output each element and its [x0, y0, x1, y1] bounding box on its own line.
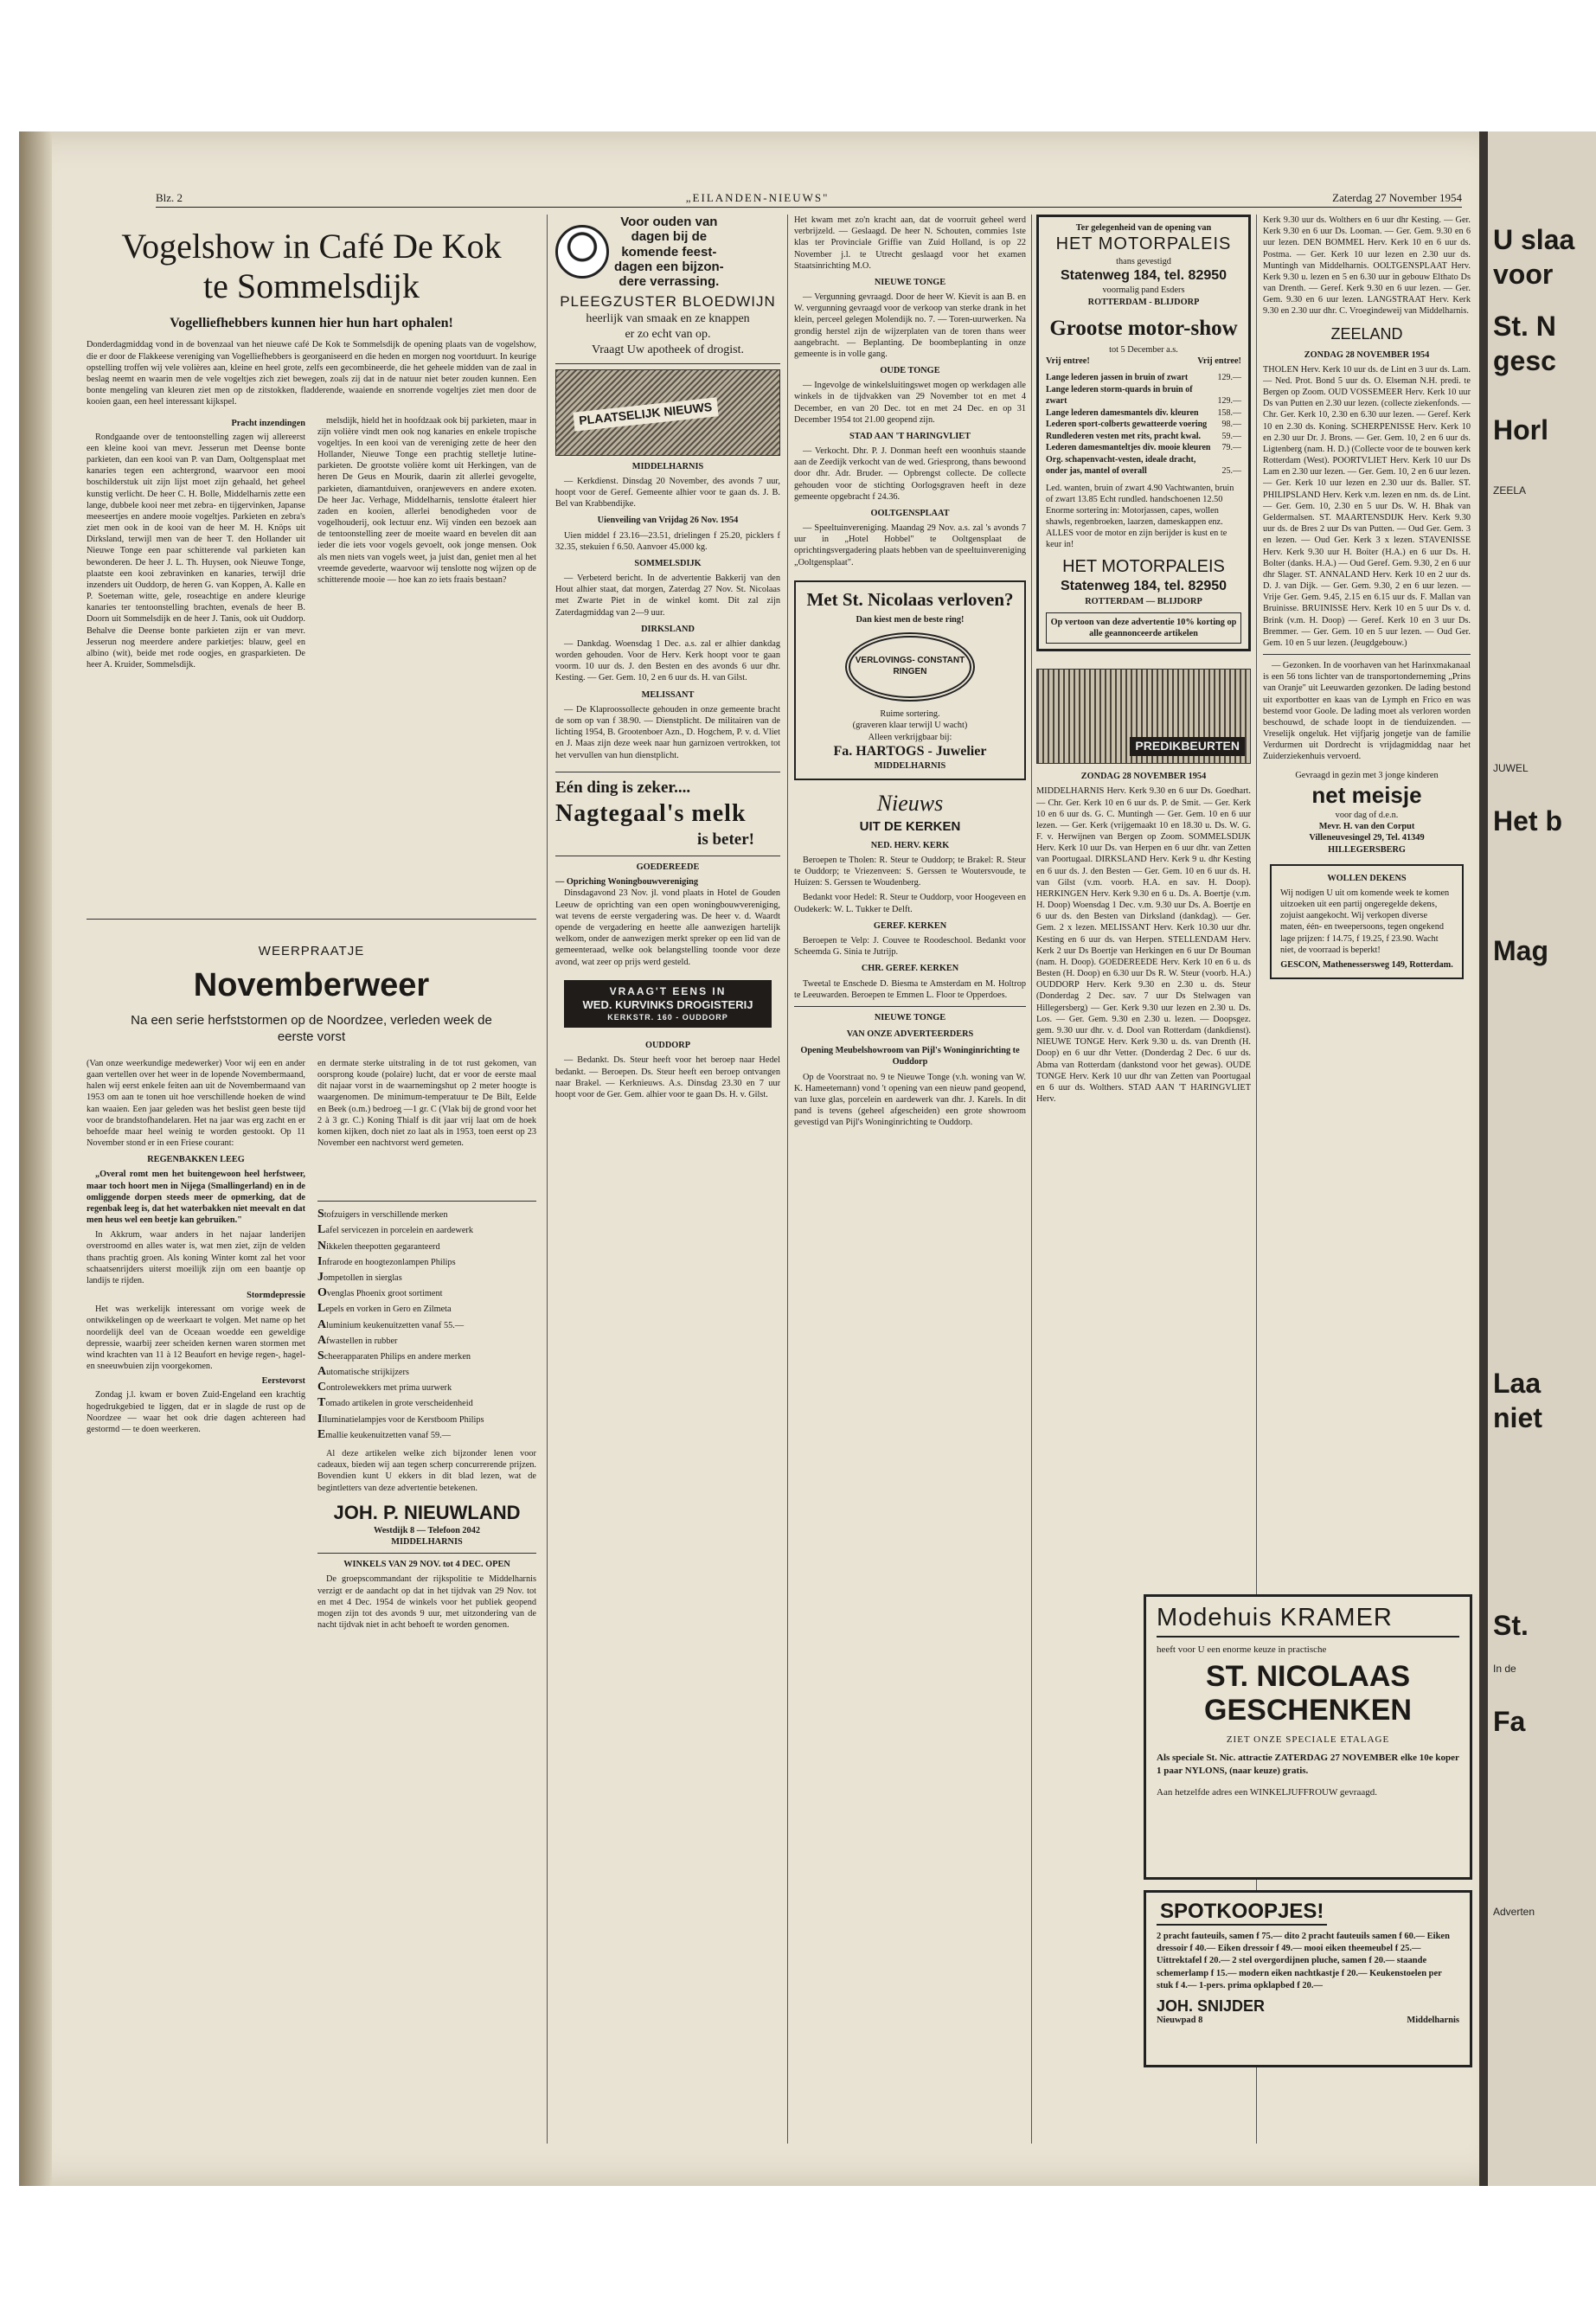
price-item	[1046, 407, 1241, 420]
ad-headline: WOLLEN DEKENS	[1327, 873, 1407, 883]
article-text: THOLEN Herv. Kerk 10 uur ds. de Lint en 3 uur ds. Lam. — Ned. Prot. Bond 5 uur ds. O. Elseman N.H. predi. te Bergen op Zoom. OUD VOSSEMEER Herv. Kerk 10 uur Ds van Putten en 2.30 uur lezen. (collecte ziekenfonds. — Chr. Ger. Kerk 10, 2.30 en 6.30 uur lezen. — Geref. Kerk 10 en 2.30 ds. Koning. SCHERPENISSE Herv. Kerk 10 en 2.30 uur Dr. J. Brons. — Ger. Gem. 10, 2 en 6 uur ds. Ligtenberg (nam. H. D.) (Collecte voor de te bouwen kerk Rotterdam (West). POORTVLIET Herv. Kerk 10 uur Ds Lam en 2.30 uur lezen. — Ger. Gem. 10, 2 en 6 uur lezen. — Ger. Kerk 10 uur lezen en 2.30 uur ds. Baller. ST. PHILIPSLAND Herv. Kerk v.m. lezen en nm. ds. de Lint. — Ger. Gem. 10, 2.30 en 5 uur Ds. W. H. Bhak van Geldermalsen. ST. MAARTENSDIJK Herv. Kerk 9.30 uur ds. de Bres 2 uur Ds van Putten. — Oud Ger. Gem. 3 en lezen. — Oud Ger. Kerk 3 x lezen. STAVENISSE Herv. Kerk 9.30 uur H. Boiter (H.A.) en 6 uur Ds. H. Bolter (danks. H.A.) — Oud Geref. Gem. 9.30, 2 en 6 uur dhr Slager. ST. ANNALAND Herv. Kerk 10 en 2 uur ds. D. J. van Dijk. — Ger. Gem. 9.30, 2 en 6 uur lezen. — Vrije Ger. Gem. 9.45, 2.15 en 6.15 uur ds. F. Mallan van Bruinisse. BRUINISSE Herv. Kerk 10 en 5 uur Ds v. d. Brink (v.m. H. Doop) — Geref. Kerk 10 en 3 uur Ds. Bremmer. — Ger. Gem. 10 en 5 uur lezen. — Oud Ger. Gem. 10 en 5 uur lezen. (Jeugdgebouw.)	[1263, 364, 1471, 648]
place-heading: STAD AAN 'T HARINGVLIET	[849, 431, 971, 441]
ad-line: Vraagt Uw apotheek of drogist.	[591, 343, 745, 356]
article-text: MIDDELHARNIS Herv. Kerk 9.30 en 6 uur Ds. Goedhart. — Chr. Ger. Kerk 10 en 6 uur ds. P. de Smit. — Ger. Kerk 10 en 6 uur ds. G. C. Muntingh — Ger. Gem. 10 en 6 uur lezen. — Ger. Kerk (vrijgemaakt 10 en 18.30 u. Ds. W. G. F. v. Herwijnen van Bergen op Zoom. SOMMELSDIJK Herv. Kerk 10 uur Ds. van Herpen en 6 uur dhr. van Zetten van Poortugaal. DIRKSLAND Herv. Kerk 9 u. dhr Kesting en 6 uur ds. J. den Besten — Ger. Gem. 10 en 6 uur ds. H. van Gilst (v.m. voorb. H.A. en sav. H. Doop). HERKINGEN Herv. Kerk 9.30 en 6 u. Ds. A. Boertje (v.m. H. Doop) Woensdag 1 Dec. v.m. 9.30 uur Ds. A. Boertje en 6 uur ds. den Besten van Dirksland (dankdag). — Ger. Gem. 2 x lezen. MELISSANT Herv. Kerk 10.30 uur dhr. Kesting en 6 uur ds. van Herpen. STELLENDAM Herv. Kerk 2 uur Ds Boertje van Herkingen en 6 uur Dr Bouman (nam. H. Doop). GOEDEREEDE Herv. Kerk 10 en 6 u. ds Besten (H. Doop) en 6.30 uur Ds R. W. Steur (voorb. H.A.) OUDDORP Herv. Kerk 9.30 en 2.30 u. ds. Steur (Donderdag 2 Dec. sav. 7 uur Ds Stelwagen van Hillegersberg) — Ger. Kerk 9.30 uur lezen en 2.30 u. Ds. Los. — Ger. Gem. 9.30 en 2.30 u. lezen. — Doopsgez. gem. 9.30 uur dhr. v. d. Dool van Rotterdam (dankdienst). NIEUWE TONGE Herv. Kerk 9.30 u. ds. van Drenth (H. Doop) en 6 uur dhr Vetter. (Donderdag 2 Dec. 6 uur ds. Abma van Rotterdam (dankstond voor het gewas). OUDE TONGE Herv. Kerk 10 uur dhr van Zetten van Poortugaal en 6 uur ds. Wolthers. STAD AAN 'T HARINGVLIET Herv.	[1036, 786, 1251, 1105]
acrostic-letter: A	[317, 1317, 327, 1331]
ad-name: HET MOTORPALEIS	[1055, 234, 1232, 254]
section-heading: Uienveiling van Vrijdag 26 Nov. 1954	[597, 516, 739, 526]
price-item-value: 59.—	[1221, 431, 1241, 441]
section-heading: GEREF. KERKEN	[873, 920, 947, 931]
acrostic-letter: T	[317, 1396, 326, 1410]
price-item	[1046, 419, 1241, 431]
ad-address: Westdijk 8 — Telefoon 2042	[373, 1525, 480, 1535]
acrostic-letter: S	[317, 1208, 324, 1221]
acrostic-text: tofzuigers in verschillende merken	[324, 1210, 448, 1221]
price-item-label: Rundlederen vesten met rits, pracht kwal.	[1046, 431, 1201, 441]
adjacent-page-strip	[1479, 131, 1596, 2186]
ad-line: tot 5 December a.s.	[1109, 344, 1178, 355]
article-text: De groepscommandant der rijkspolitie te Middelharnis verzigt er de aandacht op dat in het tijdvak van 29 Nov. tot en met 4 Dec. 1954 de winkels voor het publiek geopend mogen zijn tot des avonds 9 uur, met uitzondering van de nacht tijdvak niet in acht behoeft te worden genomen.	[317, 1574, 536, 1631]
acrostic-text: mallie keukenuitzetten vanaf 59.—	[325, 1430, 452, 1440]
acrostic-letter: C	[317, 1381, 327, 1394]
ad-kurvinks	[564, 980, 772, 1029]
section-heading: Eerstevorst	[261, 1376, 305, 1387]
price-item-value: 98.—	[1221, 420, 1241, 430]
article-lead: Donderdagmiddag vond in de bovenzaal van het nieuwe café De Kok te Sommelsdijk de opening plaats van de vogelshow, die er door de Flakkeese vereniging van Vogelliefhebbers is georganiseerd en die heden en morgen nog voortduurt. In keurige opstelling troffen wij vele volières aan, kleine en heel grote, zelfs een gecombineerde, die het geheele midden van de zaal in beslag neemt en waarin men de vele vogeltjes zich ziet bewegen, zoals zij dat in de natuur niet beter zouden kunnen. Een bonte mengeling van kleuren ziet men op de zitstokken, fladderende, waaiende en snorrende vogeltjes ziet men door de kooien gaan, een heel interessant kijkspel.	[87, 340, 536, 407]
ad-address: Statenweg 184, tel. 82950	[1060, 267, 1227, 283]
ring-label: VERLOVINGS- CONSTANT RINGEN	[855, 656, 965, 677]
section-heading: Stormdepressie	[247, 1291, 305, 1301]
article-subheadline: Vogelliefhebbers kunnen hier hun hart ophalen!	[170, 316, 453, 330]
acrostic-text: luminium keukenuitzetten vanaf 55.—	[326, 1320, 465, 1330]
ad-headline: net meisje	[1311, 781, 1422, 808]
price-item-label: Org. schapenvacht-vesten, ideale dracht, onder jas, mantel of overall	[1046, 454, 1196, 477]
acrostic-letter: J	[317, 1270, 324, 1284]
acrostic-letter: A	[317, 1365, 327, 1379]
article-text: — Speeltuinvereniging. Maandag 29 Nov. a.s. zal 's avonds 7 uur in „Hotel Hobbel" te Ooltgensplaat de oprichtingsvergadering plaats hebben van de speeltuinvereniging „Ooltgensplaat".	[794, 523, 1026, 567]
ad-line: VRAAG'T EENS IN	[609, 984, 727, 997]
ad-footnote: Op vertoon van deze advertentie 10% korting op alle geannonceerde artikelen	[1046, 612, 1241, 644]
article-text: — Bedankt. Ds. Steur heeft voor het beroep naar Hedel bedankt. — Beroepen. Ds. Steur heeft een beroep ontvangen naar Brakel. — Kerknieuws. A.s. Dinsdag 23.30 en 7 uur hoopt voor de Ger. Gem. alhier voor te gaan Ds. H. v. Gilst.	[555, 1055, 780, 1099]
ad-brand: PLEEGZUSTER BLOEDWIJN	[560, 293, 776, 311]
acrostic-letter: I	[317, 1412, 323, 1426]
section-heading: CHR. GEREF. KERKEN	[861, 964, 959, 974]
acrostic-line	[317, 1380, 536, 1395]
ad-line: dagen een bijzon-	[614, 259, 724, 274]
acrostic-text: ompetollen in sierglas	[324, 1272, 402, 1283]
column-rule	[547, 215, 548, 2144]
ad-line: Mevr. H. van den Corput	[1318, 822, 1415, 832]
acrostic-text: epels en vorken in Gero en Zilmeta	[325, 1304, 452, 1315]
article-subheadline: Na een serie herfststormen op de Noordzee, verleden week de eerste vorst	[131, 1012, 492, 1045]
ad-nicolaas-ring	[794, 580, 1026, 781]
section-heading: ZONDAG 28 NOVEMBER 1954	[1080, 772, 1207, 782]
ad-modehuis-kramer	[1144, 1594, 1472, 1880]
column-6	[1263, 215, 1471, 1568]
section-heading: Pracht inzendingen	[231, 418, 305, 428]
divider	[87, 919, 536, 920]
column-4	[794, 215, 1026, 2144]
ad-line: Vrij entree!	[1197, 356, 1241, 366]
acrostic-line	[317, 1427, 536, 1443]
acrostic-letter: L	[317, 1302, 326, 1316]
price-item	[1046, 431, 1241, 443]
ad-text: Aan hetzelfde adres een WINKELJUFFROUW gevraagd.	[1157, 1786, 1377, 1798]
acrostic-text: utomatische strijkijzers	[326, 1368, 409, 1378]
price-item-value: 158.—	[1217, 407, 1241, 418]
ad-text: Als speciale St. Nic. attractie ZATERDAG 27 NOVEMBER elke 10e koper 1 paar NYLONS, (naar keuze) gratis.	[1157, 1753, 1459, 1777]
rp-text: Laa	[1493, 1368, 1542, 1399]
ad-headline: Grootse motor-show	[1049, 316, 1238, 340]
ad-line: Ruime sortering.	[880, 709, 940, 720]
ad-line: thans gevestigd	[1116, 256, 1171, 266]
section-heading: — Opriching Woningbouwvereniging	[555, 877, 698, 888]
price-item	[1046, 454, 1241, 478]
price-item-label: Lange lederen damesmantels div. kleuren	[1046, 407, 1199, 418]
ad-line: Alleen verkrijgbaar bij:	[868, 732, 952, 742]
article-text: — Verbeterd bericht. In de advertentie Bakkerij van den Hout alhier staat, dat morgen, Zaterdag 27 Nov. St. Nicolaas met Zwarte Piet in de winkel komt. Dit zal zijn Zaterdagmiddag van 2—9 uur.	[555, 574, 780, 618]
plaatselijk-nieuws-banner	[555, 369, 780, 456]
article-kicker: WEERPRAATJE	[258, 944, 365, 958]
rp-text: Mag	[1493, 935, 1548, 966]
ad-address: Statenweg 184, tel. 82950	[1060, 579, 1227, 594]
banner-text: PLAATSELIJK NIEUWS	[573, 397, 718, 431]
ad-line: Vrij entree!	[1046, 356, 1090, 366]
place-heading: GOEDEREEDE	[636, 862, 700, 873]
rp-text: St. N	[1493, 311, 1556, 342]
nieuwland-acrostic	[317, 1207, 536, 1443]
place-heading: NIEUWE TONGE	[874, 1012, 946, 1022]
ad-line: Villeneuvesingel 29, Tel. 41349	[1309, 833, 1425, 843]
article-weerpraatje	[87, 926, 536, 2137]
article-text: en dermate sterke uitstraling in de tot rust gekomen, van oorsprong koude (polaire) lucht, dat er voor de eerste maal dit najaar vorst in de waarnemingshut op 2 meter hoogte is waargenomen. De minimum-temperatuur te De Bilt, Eelde en Beek (o.m.) bedroeg —1 gr. C (Vlak bij de grond voor het 2 à 3 gr. C.) Koning Thialf is dit jaar vrij laat om de hoek komen kijken, doch niet zo laat als in 1953, toen eerst op 23 November een nachtvorst werd gemeten.	[317, 1058, 536, 1149]
article-text: — Kerkdienst. Dinsdag 20 November, des avonds 7 uur, hoopt voor de Geref. Gemeente alhier voor te gaan ds. J. B. Bel van Krabbendijke.	[555, 476, 780, 510]
ad-line: er zo echt van op.	[625, 327, 711, 341]
acrostic-letter: L	[317, 1223, 326, 1237]
ad-name: JOH. SNIJDER	[1157, 1997, 1266, 2015]
rp-text: U slaa	[1493, 224, 1575, 255]
place-heading: NIEUWE TONGE	[874, 277, 946, 287]
page-number: Blz. 2	[156, 191, 183, 204]
place-heading: DIRKSLAND	[641, 624, 695, 634]
article-text: Dinsdagavond 23 Nov. jl. vond plaats in Hotel de Gouden Leeuw de oprichting van een open woningbouwvereniging, wat tevens de eerste vergadering was. De heer v. d. Waardt opende de vergadering en heette alle aanwezigen hartelijk welkom, onder de aanwezigen merkt spreker op een lid van de gemeenteraad, welke ook belangstelling toonde voor deze avond, wat zeer op prijs werd gesteld.	[555, 888, 780, 967]
ad-town: ROTTERDAM - BLIJDORP	[1087, 297, 1200, 307]
ad-nagtegaal-brand: Nagtegaal's melk	[555, 799, 747, 827]
ad-line: dere verrassing.	[619, 274, 720, 289]
acrostic-letter: O	[317, 1286, 327, 1300]
place-heading: OOLTGENSPLAAT	[870, 508, 950, 518]
price-item	[1046, 372, 1241, 384]
article-headline: Vogelshow in Café De Kok	[121, 227, 502, 266]
price-item	[1046, 384, 1241, 407]
article-text: Op de Voorstraat no. 9 te Nieuwe Tonge (v.h. woning van W. K. Hameetemann) vond 't opening van een nieuw pand geopend, van luxe glas, porcelein en aardewerk van dhr. J. Karels. In dit pand is tevens (geheel afgescheiden) een grote showroom gevestigd van Pijl's Woninginrichting te Ouddorp.	[794, 1072, 1026, 1128]
ad-name: JOH. P. NIEUWLAND	[333, 1501, 521, 1523]
article-text: — De Klaproossollecte gehouden in onze gemeente bracht de som op van f 38.90. — Dienstplicht. De militairen van de lichting 1954, B. Grootenboer Azn., D. Hogchem, P. v. d. Vliet en J. Maas zijn deze week naar hun garnizoen vertrokken, tot het vervullen van hun dienstplicht.	[555, 704, 780, 760]
ad-line: WED. KURVINKS DROGISTERIJ	[582, 998, 753, 1012]
ad-town: Middelharnis	[1407, 2015, 1459, 2025]
ad-headline: Modehuis KRAMER	[1157, 1604, 1459, 1638]
ad-nagtegaal-line: is beter!	[697, 830, 754, 849]
ad-text: Led. wanten, bruin of zwart 4.90 Vachtwanten, bruin of zwart 13.85 Echt rundled. handschoenen 12.50 Enorme sortering in: Motorjassen, capes, wollen shawls, regenbroeken, laarzen, dameskappen enz. ALLES voor de motor en zijn berijder is kust en te keur in!	[1046, 483, 1234, 550]
acrostic-line	[317, 1301, 536, 1317]
acrostic-letter: E	[317, 1427, 326, 1441]
article-vogelshow	[87, 215, 536, 907]
acrostic-line	[317, 1317, 536, 1333]
ad-line: Gevraagd in gezin met 3 jonge kinderen	[1295, 770, 1439, 780]
ad-headline: Met St. Nicolaas verloven?	[806, 588, 1014, 610]
ad-line: Ter gelegenheid van de opening van	[1075, 223, 1212, 233]
ad-line: voormalig pand Esders	[1102, 285, 1185, 296]
price-item-label: Lange lederen jassen in bruin of zwart	[1046, 373, 1189, 383]
quote-text: „Overal romt men het buitengewoon heel herfstweer, maar toch hoort men in Nijega (Smallingerland) en in de omliggende dorpen steeds meer de opmerking, dat de regenbak leeg is, dat het waterbakken niet meevalt en dat men heus wel een beetje kan gebruiken."	[87, 1170, 305, 1226]
acrostic-line	[317, 1395, 536, 1411]
price-item-value: 129.—	[1217, 396, 1241, 407]
column-rule	[1031, 215, 1032, 2144]
acrostic-text: cheerapparaten Philips en andere merken	[324, 1351, 471, 1362]
rp-text: St.	[1493, 1610, 1529, 1641]
nurse-logo-icon	[555, 225, 609, 279]
rp-text: voor	[1493, 259, 1554, 290]
price-item-label: Lange lederen storm-quards in bruin of zwart	[1046, 384, 1193, 407]
acrostic-line	[317, 1207, 536, 1222]
article-text: Zondag j.l. kwam er boven Zuid-Engeland een krachtig hogedrukgebied te liggen, dat er in slagde de rust op de Noordzee — waar het ook drie dagen achtereen had gestormd — te doen weerkeren.	[87, 1390, 305, 1434]
ad-line: heeft voor U een enorme keuze in practische	[1157, 1644, 1327, 1655]
acrostic-letter: A	[317, 1333, 327, 1347]
ad-nagtegaal-line: Eén ding is zeker....	[555, 778, 691, 797]
article-text: Het was werkelijk interessant om vorige week de ontwikkelingen op de weerkaart te volgen. Met name op het noordelijk deel van de Oceaan woedde een geweldige depressie, waarbij zeer scheiden kernen waren stormen met wind krachten van 11 à 12 Beaufort en hevige regen-, hagel- en sneeuwbuien zijn voorgekomen.	[87, 1304, 305, 1372]
article-text: Kerk 9.30 uur ds. Wolthers en 6 uur dhr Kesting. — Ger. Kerk 9.30 en 6 uur Ds. Looman. — Ger. Gem. 9.30 en 6 uur lezen. DEN BOMMEL Herv. Kerk 10 en 6 uur ds. Postma. — Ger. Kerk 10 uur lezen en 2.30 uur ds. Muntingh van Middelharnis. OOLTGENSPLAAT Herv. Kerk 9.30 u. lezen en 5 en 6.30 uur in gebouw Elthato Ds van Drenth. — Geref. Kerk 9.30 en 6 uur lezen. — Ger. Gem. 9.30 en 6 uur lezen. LANGSTRAAT Herv. Kerk 9.30 en 2.30 uur dhr. C. Vroegindeweij van Middelharnis.	[1263, 215, 1471, 317]
issue-date: Zaterdag 27 November 1954	[1332, 191, 1462, 204]
acrostic-text: omado artikelen in grote verscheidenheid	[325, 1399, 473, 1409]
place-heading: OUDE TONGE	[880, 366, 940, 376]
page-spine-shadow	[19, 131, 52, 2186]
price-item-value: 25.—	[1221, 466, 1241, 477]
acrostic-line	[317, 1412, 536, 1427]
acrostic-line	[317, 1254, 536, 1270]
rp-text: Adverten	[1493, 1906, 1535, 1918]
ring-icon	[845, 632, 975, 702]
rp-text: Fa	[1493, 1706, 1526, 1737]
acrostic-text: afel servicezen in porcelein en aardewerk	[325, 1226, 473, 1236]
section-heading: VAN ONZE ADVERTEERDERS	[846, 1029, 974, 1040]
article-text: — Verkocht. Dhr. P. J. Donman heeft een woonhuis staande aan de Zeedijk verkocht van de wed. Griesprong, thans bewoond door dhr. Adr. Bruder. — Opbrengst collecte. De collecte gehouden voor de stichting Oorlogsgraven heeft in deze gemeente opgebracht f 24.36.	[794, 446, 1026, 502]
ad-line: heerlijk van smaak en ze knappen	[586, 312, 750, 325]
ad-motorpaleis	[1036, 215, 1251, 651]
price-item-value: 79.—	[1221, 443, 1241, 453]
ad-text: Wij nodigen U uit om komende week te komen uitzoeken uit een partij ongeregelde dekens, zojuist aangekocht. Wij verkopen diverse maten, één- en tweepersoons, tegen ongekend lage prijzen: f 14.75, f 19.25, f 23.90. Wacht niet, de voorraad is beperkt!	[1280, 888, 1450, 955]
rp-text: JUWEL	[1493, 762, 1529, 774]
ad-town: MIDDELHARNIS	[874, 761, 946, 772]
ad-line: HILLEGERSBERG	[1328, 844, 1406, 855]
place-heading: MELISSANT	[641, 689, 695, 700]
section-heading: WINKELS VAN 29 NOV. tot 4 DEC. OPEN	[343, 1560, 510, 1570]
acrostic-text: ikkelen theepotten gegaranteerd	[326, 1241, 440, 1252]
ad-line: (graveren klaar terwijl U wacht)	[852, 721, 968, 731]
ad-line: Voor ouden van	[620, 215, 718, 229]
price-item	[1046, 442, 1241, 454]
rp-text: In de	[1493, 1663, 1516, 1675]
acrostic-letter: N	[317, 1239, 327, 1253]
article-text: Beroepen te Tholen: R. Steur te Ouddorp; te Brakel: R. Steur te Ouddorp; te Vriezenveen: S. Gerssen te Woutersvoude, te Huizen: S. Gerssen te Woudenberg.	[794, 855, 1026, 888]
price-item-label: Lederen damesmanteltjes div. mooie kleuren	[1046, 443, 1211, 453]
column-3	[555, 215, 780, 2144]
column-rule	[787, 215, 788, 2144]
ad-line: komende feest-	[621, 244, 717, 260]
acrostic-text: lluminatielampjes voor de Kerstboom Philips	[322, 1414, 484, 1425]
ad-line: dagen bij de	[631, 229, 708, 245]
ad-text: 2 pracht fauteuils, samen f 75.— dito 2 pracht fauteuils samen f 60.— Eiken dressoir f 40.— Eiken dressoir f 49.— mooi eiken theemeubel f 25.— Uittrektafel f 20.— 2 stel overgordijnen pluche, samen f 20.— staande schemerlamp f 15.— modern eiken nachtkastje f 20.— Keukenstoelen per stuk f 4.— 1-pers. prima opklapbed f 20.—	[1157, 1932, 1450, 1990]
ad-line: KERKSTR. 160 - OUDDORP	[607, 1012, 728, 1022]
article-headline: Novemberweer	[193, 967, 430, 1004]
place-heading: MIDDELHARNIS	[631, 461, 704, 471]
newspaper-name: „EILANDEN-NIEUWS"	[685, 191, 830, 204]
section-masthead-sub: UIT DE KERKEN	[859, 818, 961, 834]
rp-text: Horl	[1493, 414, 1548, 445]
ad-town: MIDDELHARNIS	[391, 1537, 463, 1548]
price-item-value: 129.—	[1217, 373, 1241, 383]
acrostic-line	[317, 1364, 536, 1380]
article-text: In Akkrum, waar anders in het najaar landerijen overstroomd en alles water is, wat men ziet, zijn de velden thans prachtig groen. Als koning Winter komt zal het voor schaatsenrijders uiterst moeilijk zijn om een baantje op landijs te rijden.	[87, 1230, 305, 1285]
ad-headline: ST. NICOLAAS	[1205, 1660, 1411, 1693]
article-text: (Van onze weerkundige medewerker) Voor wij een en ander gaan vertellen over het weer in de lopende Novembermaand, halen wij eerst enkele feiten aan uit de Novembermaand van 1953 om aan te tonen uit hoe verschillende hoeken de wind kan waaien. Een jaar geleden was het beslist geen beste tijd voor de brandstofhandelaren. Het na jaar was erg zacht en er behoefde maar heel weinig te worden gestookt. Op 11 November stond er in een Friese courant:	[87, 1058, 305, 1149]
article-text: Rondgaande over de tentoonstelling zagen wij allereerst een kleine kooi van mevr. Jesserun met Deense bonte parkieten, dan een kooi van P. van Dam, Ooltgensplaat met kanaries tegen een achtergrond, waarvoor een mooi boschilderstuk uit zijn lijst moet zijn gehaald, het geheel kunstig verlicht. De heer C. H. Bolle, Middelharnis zette een lange, dubbele kooi neer met zebra- en tijgervinken, Japanse meeseertjes en andere mooie vogeltjes. Parkieten en zebra's ziet men ook in de kooi van de heer M. H. Knöps uit Dirksland, terwijl men van de heer T. den Hollander uit Nieuwe Tonge een paar schitterende val parkieten kan bewonderen. De heer J. L. Th. Huysen, ook Nieuwe Tonge, plaatste een kooi zebravinken en kanaries, terwijl drie inzenders uit Ouddorp, de heren G. van Koppen, A. Kalle en P. Soeteman witte, gele, roseachtige en andere kleurige kanaries ter tentoonstelling brachten, evenals de heer B. Doorn uit Sommelsdijk en de heer J. Tanis, ook uit Ouddorp. Behalve die Deense bonte parkieten zijn er van mevr. Jesserun nog meerdere andere parkietjes: blauw, geel en albino (wit), beide met rode oogjes, en grasparkieten. De heer A. Kruider, Sommelsdijk.	[87, 432, 305, 670]
rp-text: Het b	[1493, 805, 1562, 836]
price-list	[1046, 372, 1241, 478]
acrostic-text: fwastellen in rubber	[326, 1336, 398, 1346]
ad-line: Dan kiest men de beste ring!	[856, 615, 965, 625]
article-text: — Ingevolge de winkelsluitingswet mogen op werkdagen alle winkels in de tijdvakken van 29 November tot en met 4 December, en van 20 Dec. tot en met 24 Dec. en op 31 December 1954 tot 21.00 geopend zijn.	[794, 381, 1026, 425]
section-heading: NED. HERV. KERK	[870, 840, 950, 850]
place-heading: OUDDORP	[644, 1041, 691, 1051]
acrostic-letter: S	[317, 1349, 324, 1362]
article-headline-2: te Sommelsdijk	[203, 266, 420, 305]
acrostic-line	[317, 1349, 536, 1364]
article-text: Bedankt voor Hedel: R. Steur te Ouddorp, voor Hoogeveen en Oudekerk: W. L. Tukker te Delft.	[794, 893, 1026, 914]
article-text: Beroepen te Velp: J. Couvee te Roodeschool. Bedankt voor Scheemda G. Sinia te Jutrijp.	[794, 935, 1026, 958]
place-heading: SOMMELSDIJK	[634, 558, 702, 568]
section-heading: Opening Meubelshowroom van Pijl's Woninginrichting te Ouddorp	[800, 1046, 1020, 1067]
ad-text: Al deze artikelen welke zich bijzonder lenen voor cadeaux, bieden wij aan tegen scherp concurrerende prijzen. Bovendien kunt U ekkers in dit blad lezen, wat de begintletters van deze advertentie betekenen.	[317, 1449, 536, 1493]
article-text: — Gezonken. In de voorhaven van het Harinxmakanaal is een 56 tons lichter van de transportonderneming „Prins van Oranje" uit Leeuwarden gezonken. De lading bestond uit exportbotter en kaas van de Lymph en Frico en was bestemd voor Goole. De lading moet als verloren worden beschouwd, de schade loopt in de tienduizenden. — Vreselijk ongeluk. Het vijfjarig jongetje van de familie Verdurmen uit Dordrecht is vrijdagmiddag naar het Zuiderziekenhuis vervoerd.	[1263, 661, 1471, 762]
acrostic-text: nfrarode en hoogtezonlampen Philips	[322, 1257, 456, 1267]
acrostic-line	[317, 1333, 536, 1349]
banner-text: PREDIKBEURTEN	[1130, 737, 1245, 756]
ad-name: Fa. HARTOGS - Juwelier	[833, 743, 987, 759]
ad-address: Nieuwpad 8	[1157, 2015, 1203, 2025]
article-text: Uien middel f 23.16—23.51, drielingen f 25.20, picklers f 32.35, stekuien f 6.50. Aanvoer 45.000 kg.	[555, 530, 780, 552]
section-masthead: Nieuws	[876, 791, 944, 817]
running-header	[156, 189, 1462, 208]
acrostic-text: ontrolewekkers met prima uurwerk	[326, 1383, 452, 1394]
rp-text: gesc	[1493, 345, 1556, 376]
article-text: — Dankdag. Woensdag 1 Dec. a.s. zal er alhier dankdag worden gehouden. Voor de Herv. Kerk hoopt voor te gaan voorm. 10 uur ds. J. den Besten en des avonds 6 uur dhr. Kesting. — Ger. Gem. 10, 2 en 6 uur ds. H. van Gilst.	[555, 638, 780, 683]
section-heading: ZONDAG 28 NOVEMBER 1954	[1304, 349, 1430, 360]
ad-name: HET MOTORPALEIS	[1062, 556, 1225, 576]
ad-wollen-dekens	[1270, 864, 1464, 979]
ad-pleegzuster	[555, 215, 780, 289]
ad-name: GESCON, Mathenessersweg 149, Rotterdam.	[1280, 959, 1453, 970]
acrostic-line	[317, 1270, 536, 1285]
rp-text: niet	[1493, 1402, 1542, 1433]
ad-line: voor dag of d.e.n.	[1335, 811, 1399, 821]
acrostic-text: venglas Phoenix groot sortiment	[326, 1289, 443, 1299]
price-item-label: Lederen sport-colberts gewatteerde voering	[1046, 420, 1208, 430]
acrostic-line	[317, 1239, 536, 1254]
article-text: Het kwam met zo'n kracht aan, dat de voorruit geheel werd verbrijzeld. — Geslaagd. De heer N. Schouten, commies 1ste klas ter Provinciale Griffie van Zuid Holland, is op 22 November j.l. te Utrecht geslaagd voor het examen Staatsinrichting M.O.	[794, 215, 1026, 271]
ad-town: ROTTERDAM — BLIJDORP	[1085, 596, 1202, 606]
acrostic-line	[317, 1285, 536, 1301]
ad-headline: SPOTKOOPJES!	[1157, 1900, 1327, 1926]
ad-spotkoopjes	[1144, 1890, 1472, 2067]
ad-line: ZIET ONZE SPECIALE ETALAGE	[1226, 1734, 1390, 1746]
ad-headline: GESCHENKEN	[1204, 1694, 1412, 1727]
article-text: melsdijk, hield het in hoofdzaak ook bij parkieten, maar in zijn volière vindt men ook nog kanaries en enkele tropische vogeltjes. In een kooi van de vereniging zette de heer den Hollander, Nieuwe Tonge een prachtig stelletje lutine-parkieten. De grootste volière komt uit Herkingen, van de heren De Geus en Mourik, daarin zit allerlei gevogelte, parkieten, diamantduiven, oranjewevers en andere exoten. De heer Jac. Verhage, Middelharnis, tenslotte étaleert hier zaden en kooien, allerlei benodigheden voor de vogelhouderij, ook lectuur enz. Wij vinden een bezoek aan de tentoonstelling zeer de moeite waard en bevelen dit aan ieder die iets voor vogels gevoelt, ook jonge mensen. Ook als men niets van vogels weet, ja juist dan, geniet men al het vreemde gevederte, waarvoor wij tenslotte nog wijzen op de schitterende mooie — hoe kan zo iets fraais bestaan?	[317, 415, 536, 585]
rp-text: ZEELA	[1493, 484, 1527, 497]
place-heading: ZEELAND	[1330, 324, 1403, 343]
article-text: Tweetal te Enschede D. Biesma te Amsterdam en M. Holtrop te Leeuwarden. Beroepen te Emmen L. Floor te Opperdoes.	[794, 978, 1026, 1000]
acrostic-letter: I	[317, 1254, 323, 1268]
acrostic-line	[317, 1222, 536, 1238]
church-illustration	[1036, 669, 1251, 764]
section-heading: REGENBAKKEN LEEG	[147, 1155, 245, 1165]
article-text: — Vergunning gevraagd. Door de heer W. Kievit is aan B. en W. vergunning gevraagd voor de verkoop van sterke drank in het klein, perceel gelegen Molendijk no. 7. — Toren-uurwerken. Na grondig herstel zijn de wijzerplaten van de toren thans weer aangebracht. — Beplanting. De boombeplanting in onze gemeente is in volle gang.	[794, 292, 1026, 359]
